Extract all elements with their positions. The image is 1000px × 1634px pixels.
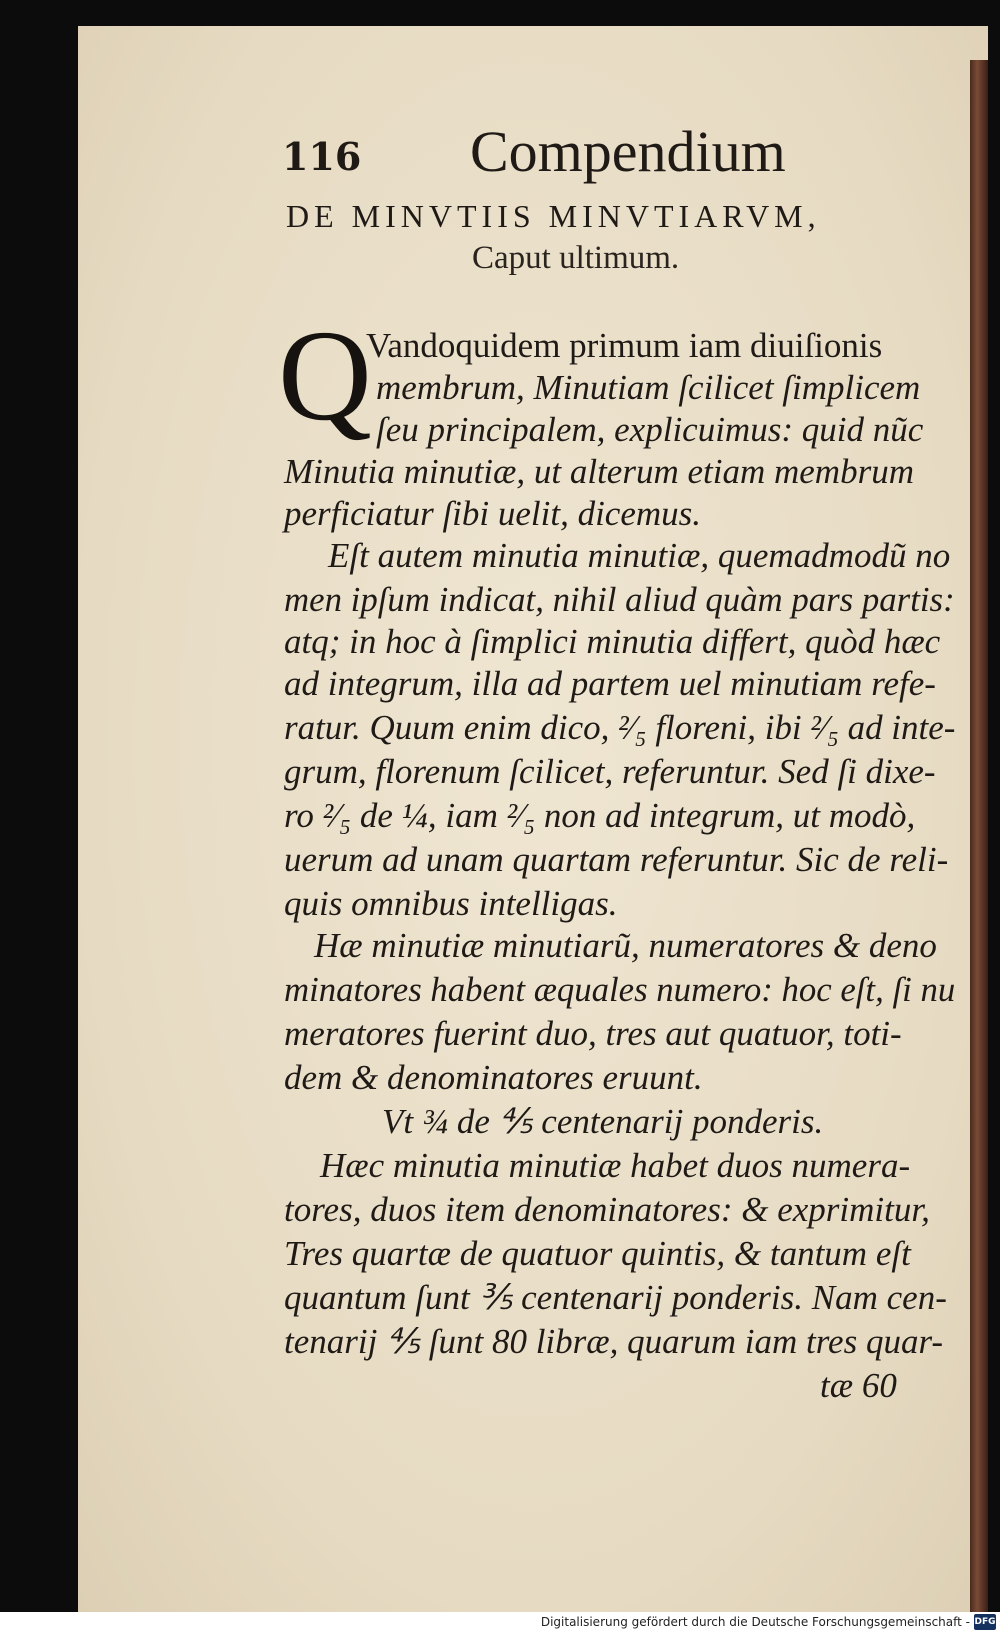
catchword: tæ 60 [820, 1366, 897, 1405]
text-line: grum, florenum ſcilicet, referuntur. Sed ſi dixe- [284, 752, 936, 791]
text-line: Hæc minutia minutiæ habet duos numera- [320, 1146, 911, 1185]
digitization-footer [0, 1612, 1000, 1634]
footer-credit: Digitalisierung gefördert durch die Deutsche Forschungsgemeinschaft - [540, 1615, 970, 1629]
text-line: uerum ad unam quartam referuntur. Sic de reli- [284, 840, 949, 879]
text-line: tores, duos item denominatores: & exprimitur, [284, 1190, 930, 1229]
text-line: dem & denominatores eruunt. [284, 1058, 703, 1097]
chapter-heading: DE MINVTIIS MINVTIARVM, [286, 198, 821, 234]
running-title: Compendium [470, 119, 786, 184]
text-line: atq; in hoc à ſimplici minutia differt, quòd hæc [284, 622, 941, 661]
page-number: 116 [282, 134, 362, 179]
text-line: men ipſum indicat, nihil aliud quàm pars partis: [284, 580, 955, 619]
text-line: minatores habent æquales numero: hoc eſt, ſi nu [284, 970, 956, 1009]
text-line: ſeu principalem, explicuimus: quid nũc [376, 410, 924, 449]
text-line: tenarij ⅘ ſunt 80 libræ, quarum iam tres quar- [284, 1322, 944, 1361]
text-line: quantum ſunt ⅗ centenarij ponderis. Nam cen- [284, 1278, 947, 1317]
text-line: Hæ minutiæ minutiarũ, numeratores & deno [314, 926, 937, 965]
text-line: membrum, Minutiam ſcilicet ſimplicem [376, 368, 921, 407]
text-line: meratores fuerint duo, tres aut quatuor, toti- [284, 1014, 902, 1053]
text-line: ratur. Quum enim dico, ²⁄₅ floreni, ibi ²⁄₅ ad inte- [284, 708, 956, 747]
text-line: Vt ¾ de ⅘ centenarij ponderis. [382, 1102, 824, 1141]
text-line: Tres quartæ de quatuor quintis, & tantum eſt [284, 1234, 911, 1273]
text-line: quis omnibus intelligas. [284, 884, 618, 923]
text-line: ro ²⁄₅ de ¼, iam ²⁄₅ non ad integrum, ut modò, [284, 796, 916, 835]
page-header [282, 118, 802, 188]
text-line: Vandoquidem primum iam diuiſionis [366, 326, 883, 365]
text-line: Minutia minutiæ, ut alterum etiam membrum [284, 452, 914, 491]
drop-cap-initial: Q [278, 304, 372, 448]
dfg-logo: DFG [974, 1614, 996, 1630]
text-line: ad integrum, illa ad partem uel minutiam refe- [284, 664, 936, 703]
chapter-subtitle: Caput ultimum. [472, 240, 680, 276]
text-line: perficiatur ſibi uelit, dicemus. [284, 494, 702, 533]
text-line: Eſt autem minutia minutiæ, quemadmodũ no [328, 536, 951, 575]
book-spine-edge [970, 60, 988, 1620]
